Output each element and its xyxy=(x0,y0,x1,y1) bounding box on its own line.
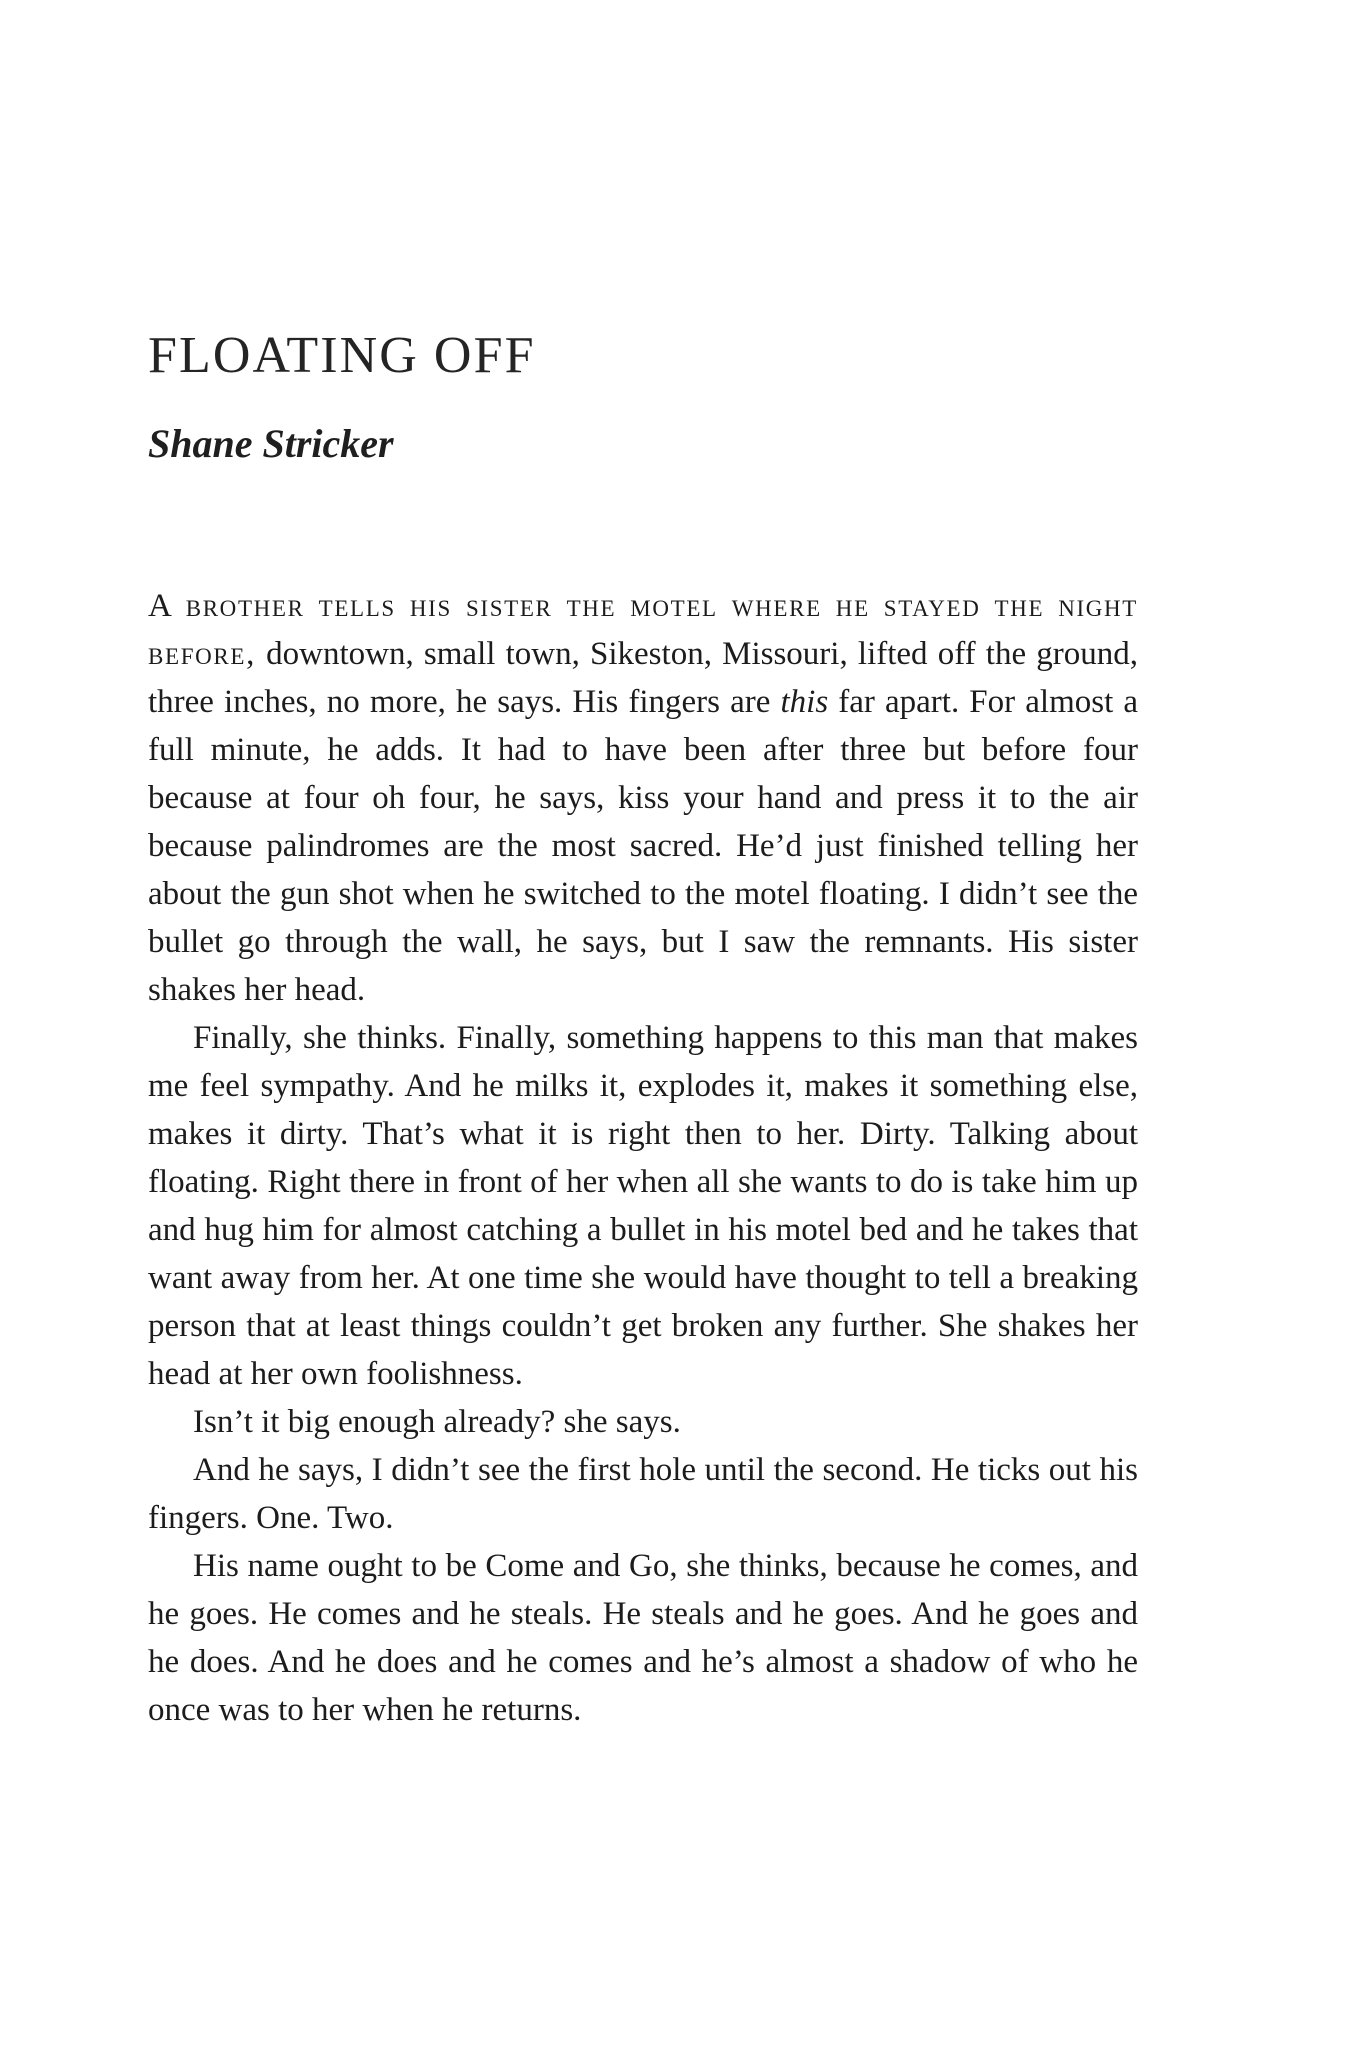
story-title: FLOATING OFF xyxy=(148,327,536,384)
story-body xyxy=(148,582,1138,1734)
story-author: Shane Stricker xyxy=(148,421,394,466)
opening-segment: downtown, small town, Sikeston, Missouri, lifted off the ground, three inches, no more, he says. His fingers are xyxy=(148,636,1138,720)
smallcaps-lead: A brother tells his sister the motel where he stayed the night before, xyxy=(148,588,1138,672)
opening-tail: far apart. For almost a full minute, he adds. It had to have been after three but before four because at four oh four, he says, kiss your hand and press it to the air because palindromes are the most sacred. He’d just finished telling her about the gun shot when he switched to the motel floating. I didn’t see the bullet go through the wall, he says, but I saw the remnants. His sister shakes her head. xyxy=(148,684,1138,1008)
paragraph: His name ought to be Come and Go, she thinks, because he comes, and he goes. He comes and he steals. He steals and he goes. And he goes and he does. And he does and he comes and he’s almost a shadow of who he once was to her when he returns. xyxy=(148,1548,1138,1728)
paragraph: And he says, I didn’t see the first hole until the second. He ticks out his fingers. One. Two. xyxy=(148,1452,1138,1536)
story-content xyxy=(148,327,1138,1734)
paragraph-opening xyxy=(148,582,1138,1014)
paragraph: Finally, she thinks. Finally, something happens to this man that makes me feel sympathy. And he milks it, explodes it, makes it something else, makes it dirty. That’s what it is right then to her. Dirty. Talking about floating. Right there in front of her when all she wants to do is take him up and hug him for almost catching a bullet in his motel bed and he takes that want away from her. At one time she would have thought to tell a breaking person that at least things couldn’t get broken any further. She shakes her head at her own foolishness. xyxy=(148,1020,1138,1392)
italic-word: this xyxy=(780,684,829,720)
paragraph: Isn’t it big enough already? she says. xyxy=(193,1404,681,1440)
